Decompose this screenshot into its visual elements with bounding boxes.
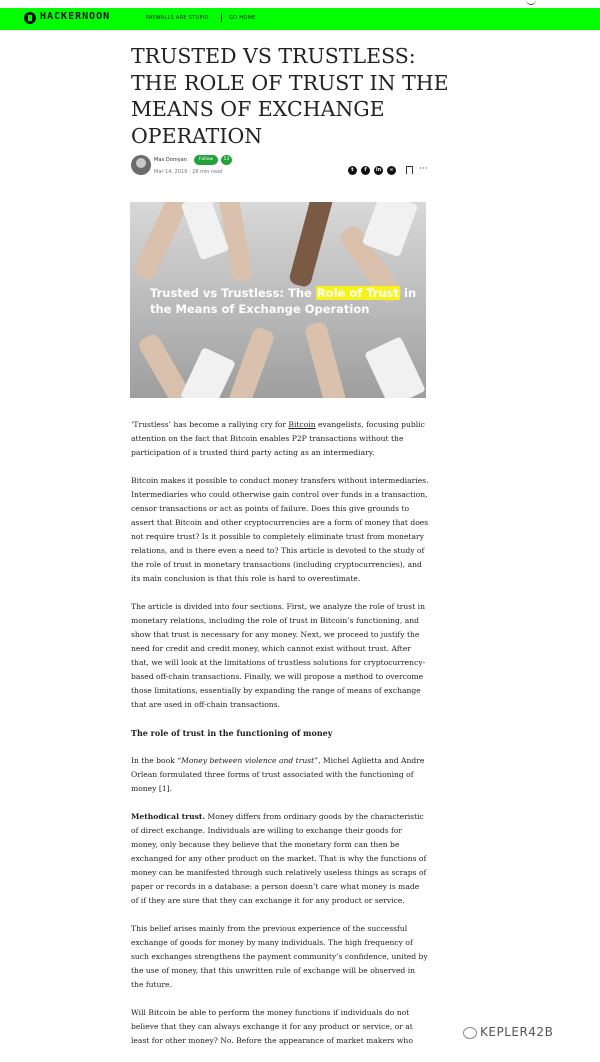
hero-caption-highlight: Role of Trust xyxy=(316,286,400,300)
facebook-icon[interactable]: f xyxy=(361,166,370,175)
paragraph xyxy=(131,810,429,908)
more-options-icon[interactable]: ··· xyxy=(419,164,428,174)
article-title: TRUSTED VS TRUSTLESS: THE ROLE OF TRUST IN THE MEANS OF EXCHANGE OPERATION xyxy=(131,44,449,148)
hero-caption-part1: Trusted vs Trustless: The xyxy=(150,286,316,300)
hero-caption-part2: in the Means of Exchange Operation xyxy=(150,286,417,316)
paragraph: This belief arises mainly from the previous experience of the successful exchange of goods for money by many individuals. The high frequency of such exchanges strengthens the payment community’s confidence, united by the use of money, that this unwritten rule of exchange will be observed in the future. xyxy=(131,924,428,989)
hand-shape xyxy=(288,202,334,288)
article-meta: Mar 14, 2019 · 28 min read xyxy=(154,169,223,175)
text: Money differs from ordinary goods by the characteristic of direct exchange. Individuals are willing to exchange their goods for money, only because they believe that the monetary form can then be exchanged for any other product on the market. That is why the functions of money can be manifested through such relatively useless things as scraps of paper or records in a database: a person doesn’t care what money is made of if they are sure that they can exchange it for any product or service. xyxy=(131,812,427,905)
hackernoon-logo-icon[interactable] xyxy=(24,12,36,24)
link-icon[interactable]: ∞ xyxy=(387,166,396,175)
hand-shape xyxy=(132,202,190,282)
article-body xyxy=(131,418,429,1062)
nav-link-paywalls[interactable]: PAYWALLS ARE STUPID xyxy=(146,15,209,21)
hero-caption xyxy=(150,285,420,317)
paragraph: The article is divided into four sections. First, we analyze the role of trust in monetary relations, including the role of trust in Bitcoin’s functioning, and show that trust is necessary for any money. Next, we proceed to justify the need for credit and credit money, which cannot exist without trust. After that, we will look at the limitations of trustless solutions for cryptocurrency-based off-chain transactions. Finally, we will propose a method to overcome those limitations, essentially by expanding the range of means of exchange that are used in off-chain transactions. xyxy=(131,602,426,709)
paragraph xyxy=(131,754,429,796)
follower-count-badge: 53 xyxy=(221,155,232,165)
text: ‘Trustless’ has become a rallying cry for xyxy=(131,420,289,429)
hero-image xyxy=(130,202,426,398)
hand-shape xyxy=(304,321,349,398)
watermark: KEPLER42B xyxy=(480,1025,554,1039)
sleeve-shape xyxy=(364,336,426,398)
text: In the book xyxy=(131,756,178,765)
paragraph xyxy=(131,418,429,460)
author-name[interactable]: Max Domyan xyxy=(154,157,187,163)
site-logo[interactable]: HACKERNOON xyxy=(40,11,111,22)
bookmark-icon[interactable] xyxy=(406,166,413,174)
paragraph: Will Bitcoin be able to perform the money functions if individuals do not believe that they can always exchange it for any product or service, or at least for other money? No. Before the appearance of market makers who xyxy=(131,1008,413,1045)
follow-button[interactable]: Follow xyxy=(194,155,218,165)
text: evangelists, focusing public attention on the fact that Bitcoin enables P2P transactions without the participation of a trusted third party acting as an intermediary. xyxy=(131,420,425,457)
wechat-icon xyxy=(463,1027,477,1039)
nav-link-go-home[interactable]: GO HOME xyxy=(229,15,256,21)
bitcoin-link[interactable]: Bitcoin xyxy=(288,420,316,429)
browser-strip xyxy=(0,0,600,8)
avatar[interactable] xyxy=(131,155,151,175)
book-title: “Money between violence and trust” xyxy=(177,756,319,765)
section-heading: The role of trust in the functioning of money xyxy=(131,728,333,738)
linkedin-icon[interactable]: in xyxy=(375,167,382,173)
text: , Michel Aglietta and Andre Orlean formulated three forms of trust associated with the functioning of money [1]. xyxy=(131,756,425,793)
paragraph: Bitcoin makes it possible to conduct money transfers without intermediaries. Intermediaries who could otherwise gain control over funds in a transaction, censor transactions or act as points of failure. Does this give grounds to assert that Bitcoin and other cryptocurrencies are a form of money that does not require trust? Is it possible to completely eliminate trust from monetary relations, and is there even a need to? This article is devoted to the study of the role of trust in monetary transactions (including cryptocurrencies), and its main conclusion is that this role is hard to overestimate. xyxy=(131,476,429,583)
term: Methodical trust. xyxy=(131,812,206,821)
sleeve-shape xyxy=(180,347,236,398)
nav-divider xyxy=(221,13,222,22)
twitter-icon[interactable]: t xyxy=(348,166,357,175)
